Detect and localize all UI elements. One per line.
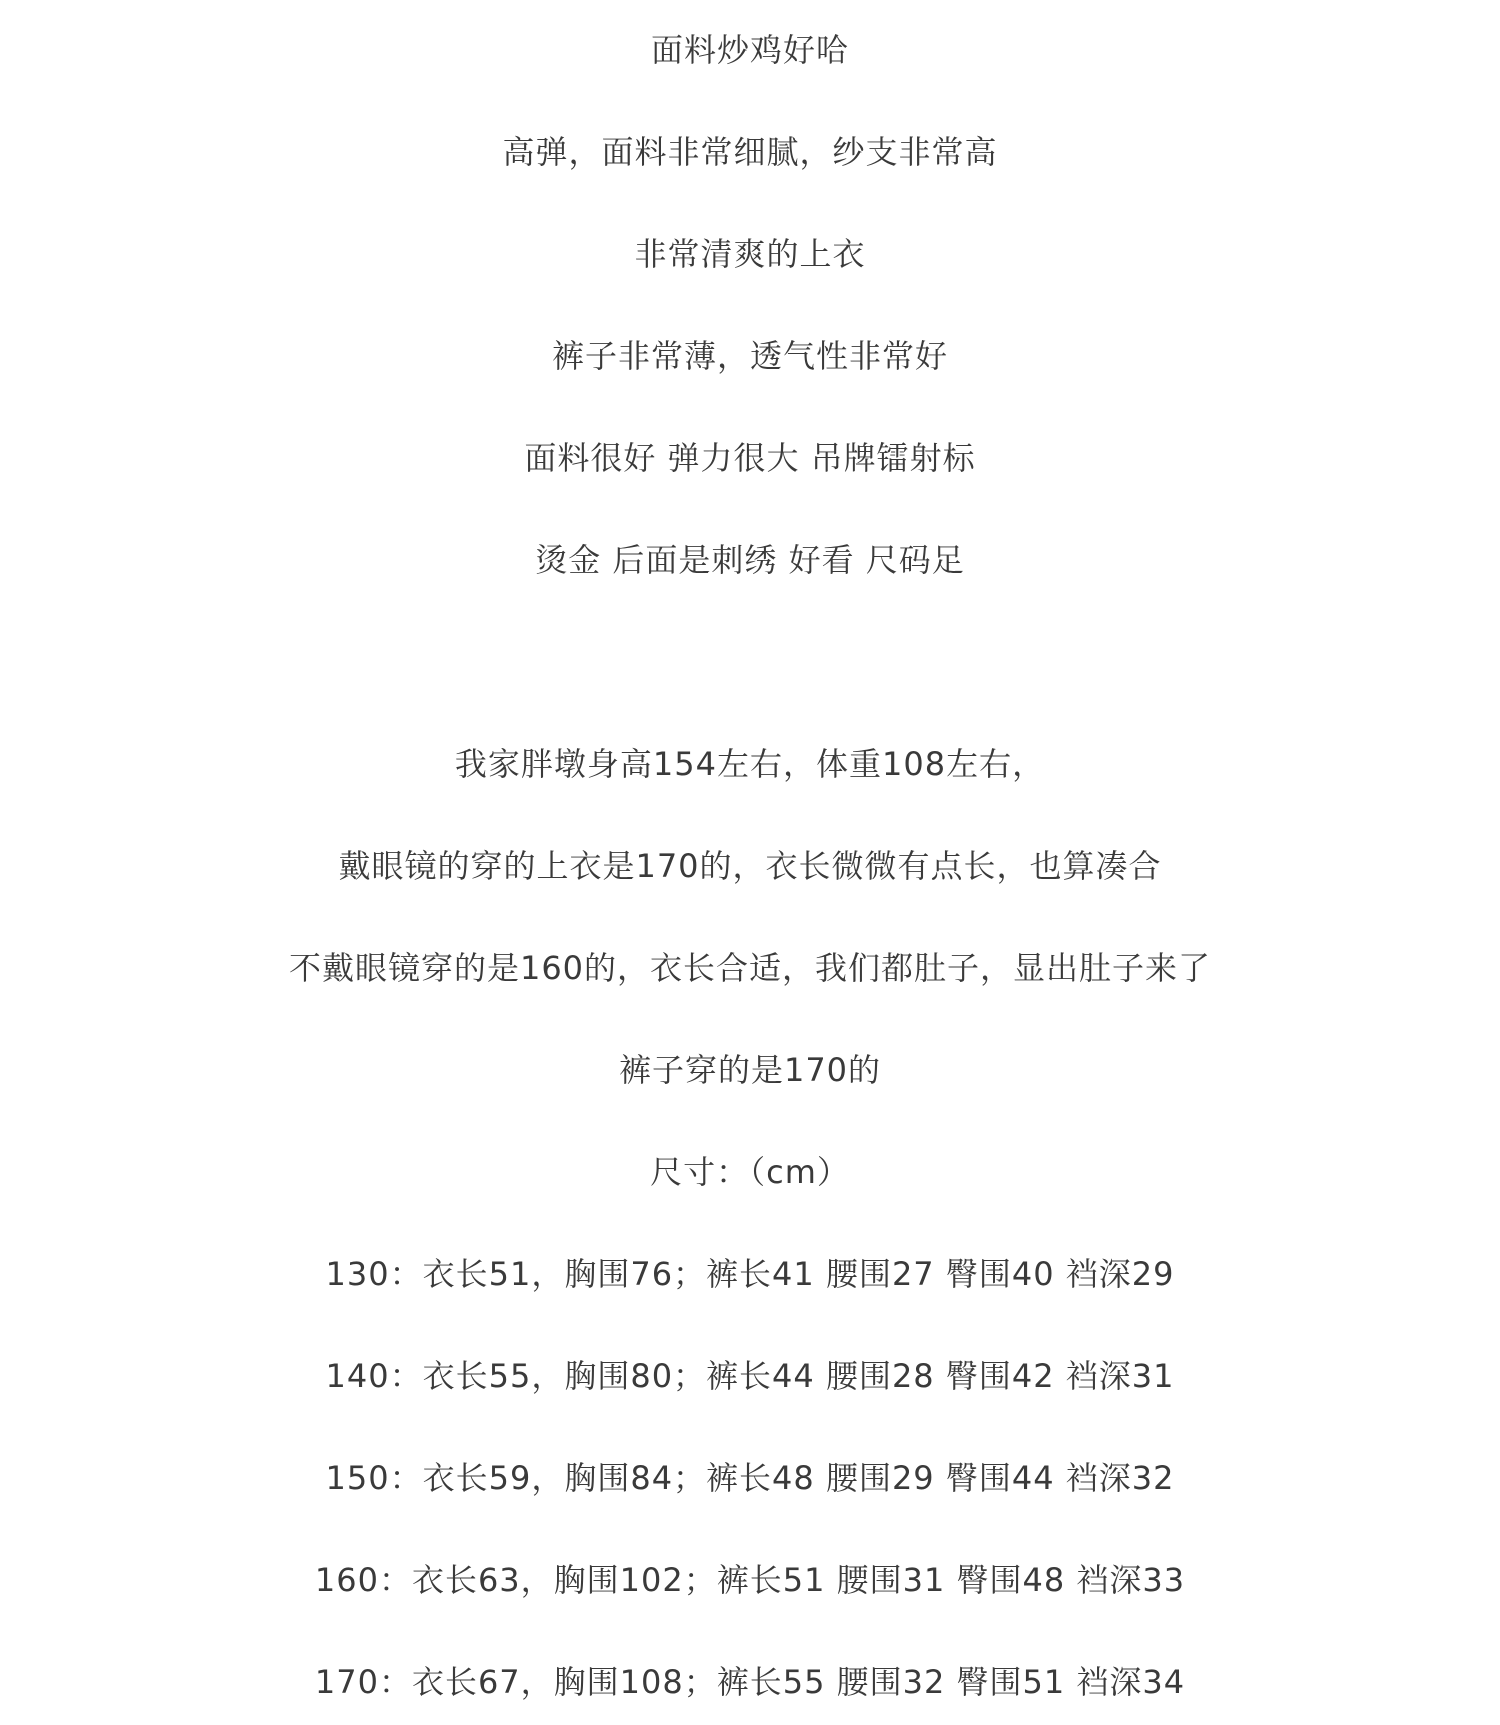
- description-line: 非常清爽的上衣: [634, 235, 866, 273]
- fit-note: 不戴眼镜穿的是160的，衣长合适，我们都肚子，显出肚子来了: [288, 949, 1212, 987]
- size-row: 160：衣长63，胸围102；裤长51 腰围31 臀围48 裆深33: [314, 1561, 1186, 1599]
- size-row: 150：衣长59，胸围84；裤长48 腰围29 臀围44 裆深32: [325, 1459, 1175, 1497]
- description-line: 裤子非常薄，透气性非常好: [551, 337, 948, 375]
- description-line: 高弹，面料非常细腻，纱支非常高: [502, 133, 998, 171]
- size-row: 130：衣长51，胸围76；裤长41 腰围27 臀围40 裆深29: [325, 1255, 1175, 1293]
- size-heading: 尺寸：（cm）: [650, 1153, 850, 1191]
- fit-note: 戴眼镜的穿的上衣是170的，衣长微微有点长，也算凑合: [338, 847, 1162, 885]
- description-line: 面料很好 弹力很大 吊牌镭射标: [524, 439, 976, 477]
- description-line: 面料炒鸡好哈: [650, 31, 849, 69]
- size-row: 140：衣长55，胸围80；裤长44 腰围28 臀围42 裆深31: [325, 1357, 1175, 1395]
- description-line: 烫金 后面是刺绣 好看 尺码足: [535, 541, 965, 579]
- size-row: 170：衣长67，胸围108；裤长55 腰围32 臀围51 裆深34: [314, 1663, 1186, 1701]
- fit-note: 裤子穿的是170的: [618, 1051, 882, 1089]
- fit-note: 我家胖墩身高154左右，体重108左右，: [454, 745, 1046, 783]
